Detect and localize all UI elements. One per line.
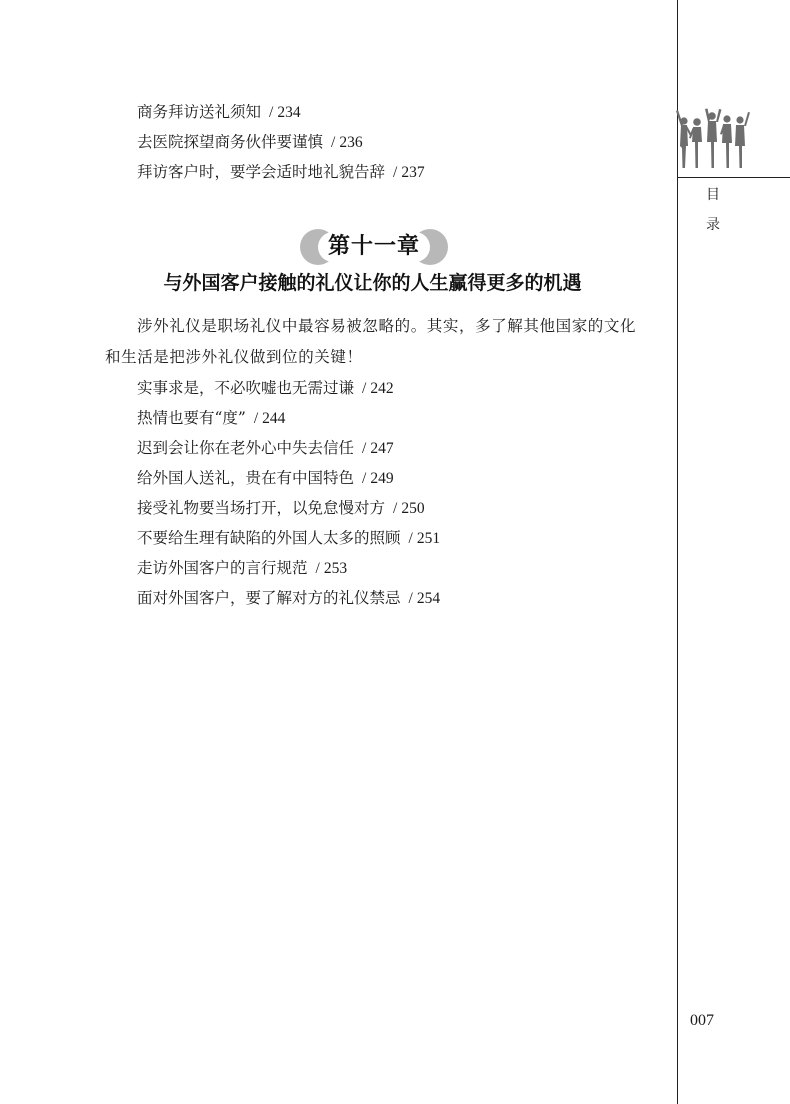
toc-entry-page: 247 xyxy=(370,440,394,457)
chapter-intro: 涉外礼仪是职场礼仪中最容易被忽略的。其实，多了解其他国家的文化和生活是把涉外礼仪做到位的关键！ xyxy=(105,317,637,366)
toc-entry-page: 254 xyxy=(416,590,441,607)
toc-entry-title: 商务拜访送礼须知 xyxy=(137,103,262,121)
toc-entry[interactable] xyxy=(137,433,440,463)
side-rule xyxy=(677,177,790,178)
separator: / xyxy=(315,560,320,577)
page-number: 007 xyxy=(690,1012,714,1029)
separator: / xyxy=(408,590,413,607)
toc-entry[interactable] xyxy=(137,157,425,187)
toc-entry[interactable] xyxy=(137,127,425,157)
toc-entry[interactable] xyxy=(137,403,440,433)
toc-entry-page: 250 xyxy=(401,500,425,517)
toc-entry-title: 实事求是，不必吹嘘也无需过谦 xyxy=(137,379,355,397)
toc-entry-page: 236 xyxy=(339,134,363,151)
toc-entry-title: 不要给生理有缺陷的外国人太多的照顾 xyxy=(137,529,401,547)
cheering-people-icon xyxy=(676,108,750,172)
side-label xyxy=(703,180,723,240)
separator: / xyxy=(393,164,398,181)
separator: / xyxy=(393,500,398,517)
separator: / xyxy=(362,380,367,397)
toc-entry[interactable] xyxy=(137,493,440,523)
toc-entry[interactable] xyxy=(137,553,440,583)
toc-list-chapter-11 xyxy=(137,373,440,613)
side-label-1: 目 xyxy=(706,187,720,203)
toc-entry-title: 拜访客户时，要学会适时地礼貌告辞 xyxy=(137,163,386,181)
toc-entry[interactable] xyxy=(137,97,425,127)
toc-entry[interactable] xyxy=(137,463,440,493)
toc-entry-page: 251 xyxy=(416,530,441,547)
toc-entry-page: 234 xyxy=(277,104,301,121)
toc-entry-page: 249 xyxy=(370,470,394,487)
toc-entry[interactable] xyxy=(137,583,440,613)
separator: / xyxy=(269,104,274,121)
separator: / xyxy=(253,410,259,427)
separator: / xyxy=(331,134,336,151)
toc-entry-page: 244 xyxy=(262,410,286,427)
chapter-title: 与外国客户接触的礼仪让你的人生赢得更多的机遇 xyxy=(163,272,582,294)
toc-entry-title: 迟到会让你在老外心中失去信任 xyxy=(137,439,355,457)
toc-entry-title: 去医院探望商务伙伴要谨慎 xyxy=(137,133,324,151)
toc-entry[interactable] xyxy=(137,523,440,553)
side-label-2: 录 xyxy=(706,217,720,233)
toc-entry-title: 给外国人送礼，贵在有中国特色 xyxy=(137,469,355,487)
toc-entry-page: 237 xyxy=(401,164,425,181)
separator: / xyxy=(408,530,413,547)
toc-entry[interactable] xyxy=(137,373,440,403)
toc-entry-title: 面对外国客户，要了解对方的礼仪禁忌 xyxy=(137,589,401,607)
toc-list-previous-chapter xyxy=(137,97,425,187)
toc-entry-title: 热情也要有“度” xyxy=(137,409,246,427)
toc-entry-page: 253 xyxy=(323,560,348,577)
toc-entry-title: 走访外国客户的言行规范 xyxy=(137,559,308,577)
chapter-number: 第十一章 xyxy=(327,234,420,259)
chapter-badge xyxy=(300,229,448,265)
toc-entry-title: 接受礼物要当场打开，以免怠慢对方 xyxy=(137,499,386,517)
separator: / xyxy=(362,440,367,457)
toc-entry-page: 242 xyxy=(370,380,394,397)
separator: / xyxy=(362,470,367,487)
